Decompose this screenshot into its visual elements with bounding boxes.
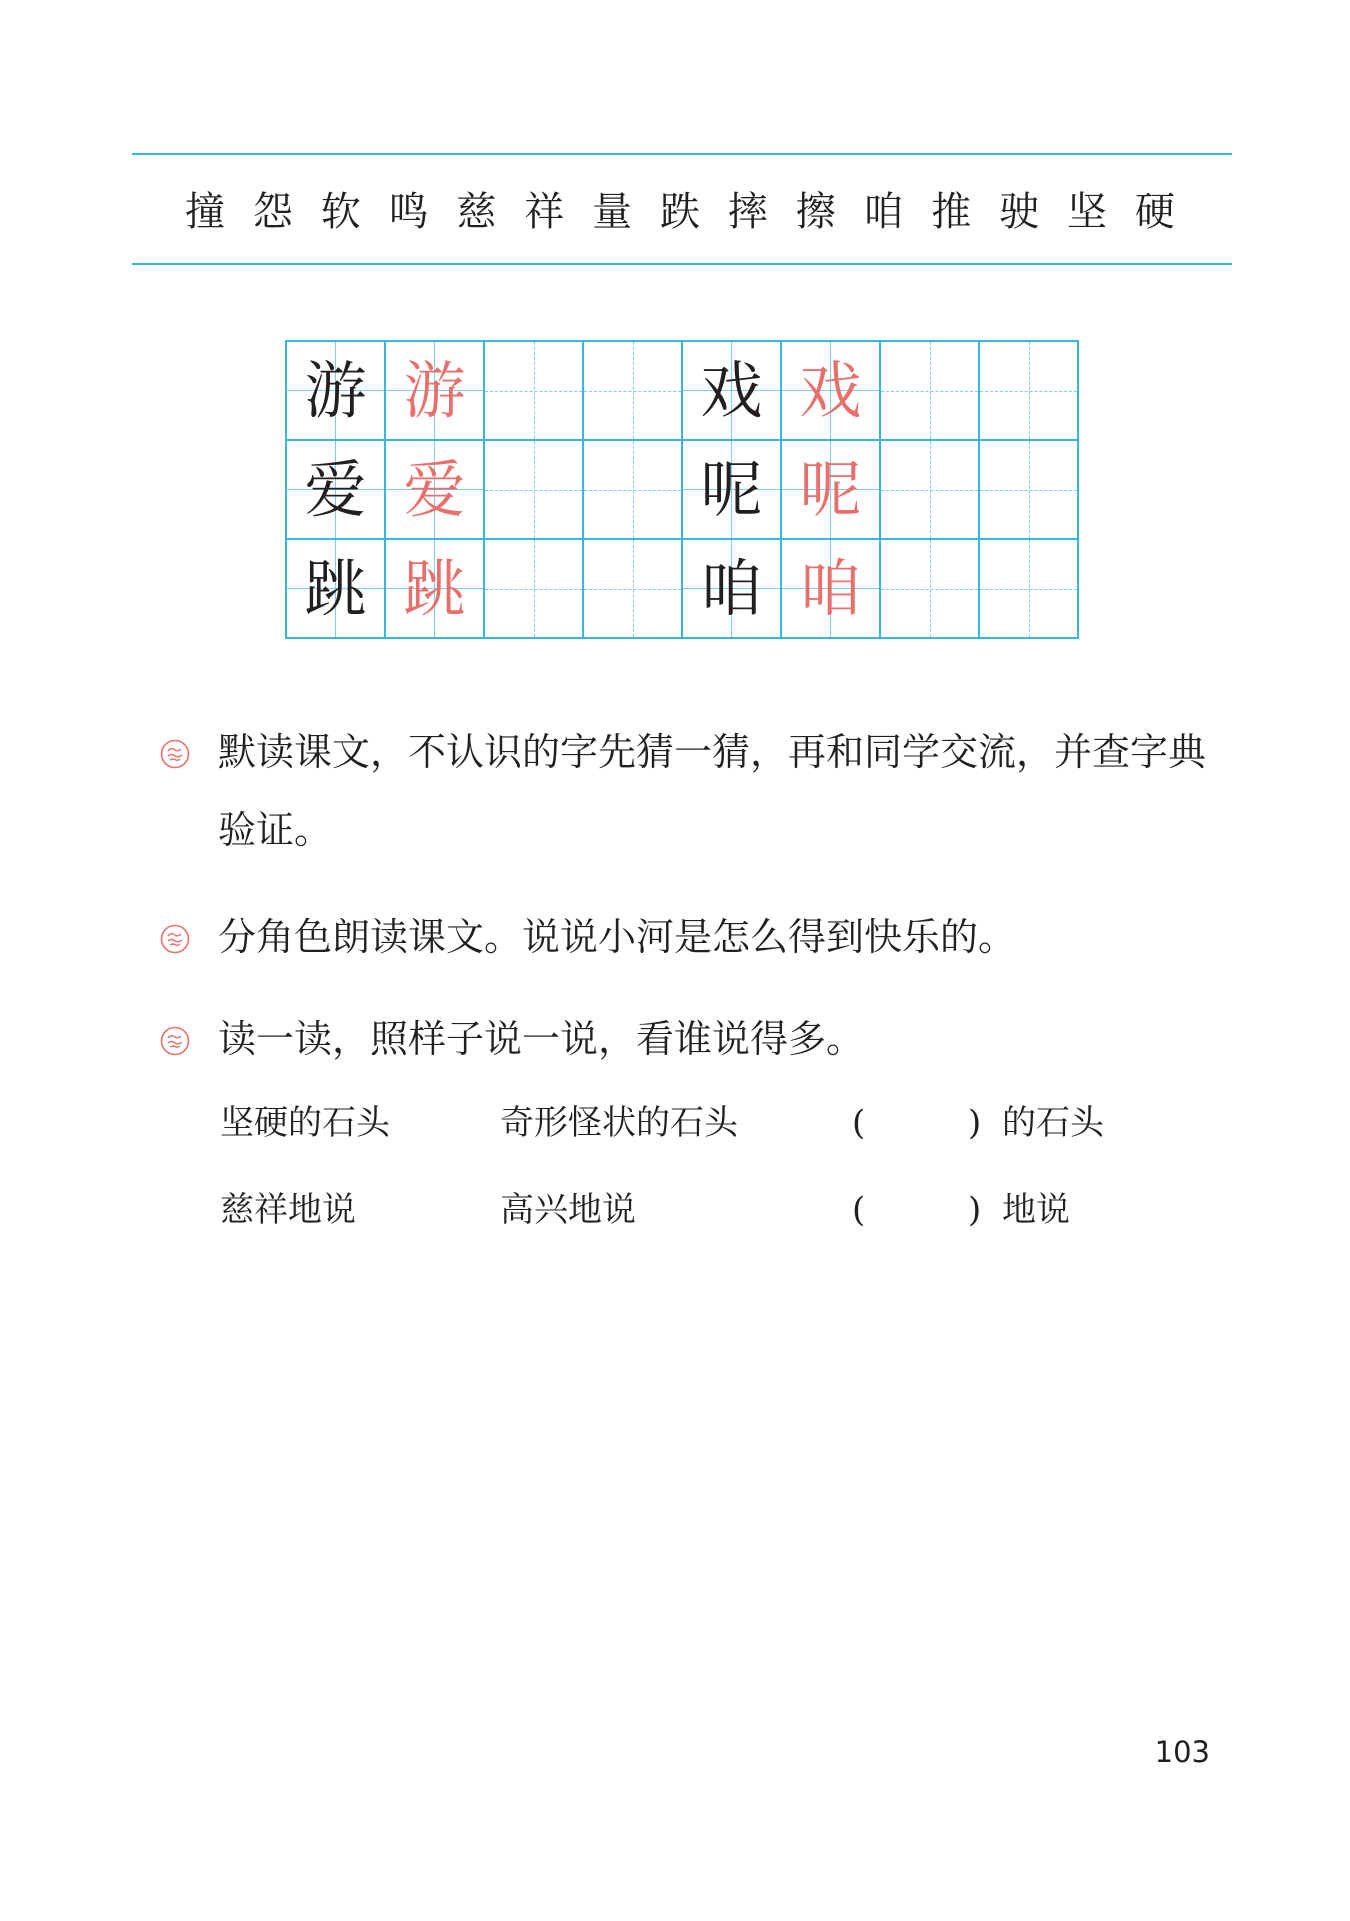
new-character: 推	[931, 188, 972, 235]
new-character: 慈	[456, 188, 497, 235]
grid-cell-trace	[385, 440, 484, 539]
new-character: 鸣	[388, 188, 429, 235]
model-character: 游	[304, 354, 367, 427]
model-character: 呢	[700, 453, 763, 526]
grid-cell-model	[682, 539, 781, 638]
new-character: 祥	[524, 188, 565, 235]
task-read-and-say	[160, 1000, 1220, 1078]
grid-cell-trace	[781, 440, 880, 539]
model-character: 咱	[700, 552, 763, 625]
new-character: 咱	[863, 188, 904, 235]
grid-cell-blank	[880, 341, 979, 440]
trace-character: 游	[403, 354, 466, 427]
phrase-suffix: 的石头	[1002, 1103, 1104, 1143]
grid-cell-blank	[979, 341, 1078, 440]
new-character: 摔	[727, 188, 768, 235]
grid-row	[286, 539, 1078, 638]
grid-cell-blank	[484, 341, 583, 440]
task-text: 分角色朗读课文。说说小河是怎么得到快乐的。	[218, 915, 1017, 959]
grid-row	[286, 440, 1078, 539]
grid-cell-trace	[781, 341, 880, 440]
grid-row	[286, 341, 1078, 440]
blank-paren-close: )	[968, 1190, 982, 1230]
grid-cell-trace	[781, 539, 880, 638]
phrase-example: 慈祥地说	[220, 1190, 356, 1230]
new-character: 怨	[252, 188, 293, 235]
phrase-row-say	[220, 1185, 1220, 1235]
trace-character: 呢	[799, 453, 862, 526]
task-text: 默读课文，不认识的字先猜一猜，再和同学交流，并查字典验证。	[218, 730, 1207, 852]
page-number: 103	[1154, 1735, 1210, 1769]
trace-character: 跳	[403, 552, 466, 625]
grid-cell-blank	[484, 539, 583, 638]
blank-paren-open: (	[852, 1103, 866, 1143]
grid-cell-blank	[484, 440, 583, 539]
grid-cell-blank	[583, 440, 682, 539]
grid-cell-blank	[979, 539, 1078, 638]
trace-character: 爱	[403, 453, 466, 526]
trace-character: 戏	[799, 354, 862, 427]
grid-cell-trace	[385, 539, 484, 638]
new-character: 擦	[795, 188, 836, 235]
grid-cell-blank	[979, 440, 1078, 539]
blank-paren-close: )	[968, 1103, 982, 1143]
grid-cell-model	[286, 539, 385, 638]
grid-cell-blank	[583, 341, 682, 440]
bottom-rule	[132, 263, 1232, 265]
new-character: 软	[320, 188, 361, 235]
task-text: 读一读，照样子说一说，看谁说得多。	[218, 1017, 865, 1061]
grid-cell-model	[286, 440, 385, 539]
grid-cell-blank	[880, 440, 979, 539]
swirl-bullet-icon	[160, 739, 190, 769]
new-character: 驶	[999, 188, 1040, 235]
new-character: 硬	[1134, 188, 1175, 235]
model-character: 跳	[304, 552, 367, 625]
new-character: 坚	[1066, 188, 1107, 235]
model-character: 爱	[304, 453, 367, 526]
model-character: 戏	[700, 354, 763, 427]
phrase-row-stone	[220, 1098, 1220, 1148]
new-character: 量	[592, 188, 633, 235]
swirl-bullet-icon	[160, 924, 190, 954]
phrase-suffix: 地说	[1002, 1190, 1070, 1230]
top-rule	[132, 153, 1232, 155]
phrase-example: 坚硬的石头	[220, 1103, 390, 1143]
new-characters-row	[180, 178, 1180, 238]
phrase-example: 奇形怪状的石头	[500, 1103, 738, 1143]
phrase-example: 高兴地说	[500, 1190, 636, 1230]
swirl-bullet-icon	[160, 1026, 190, 1056]
grid-cell-model	[682, 440, 781, 539]
trace-character: 咱	[799, 552, 862, 625]
blank-paren-open: (	[852, 1190, 866, 1230]
grid-cell-trace	[385, 341, 484, 440]
grid-cell-model	[682, 341, 781, 440]
grid-cell-model	[286, 341, 385, 440]
new-character: 撞	[185, 188, 225, 235]
new-character: 跌	[659, 188, 700, 235]
task-role-reading	[160, 898, 1220, 976]
task-read-silently	[160, 713, 1220, 869]
grid-cell-blank	[880, 539, 979, 638]
grid-cell-blank	[583, 539, 682, 638]
writing-grid	[285, 340, 1079, 639]
